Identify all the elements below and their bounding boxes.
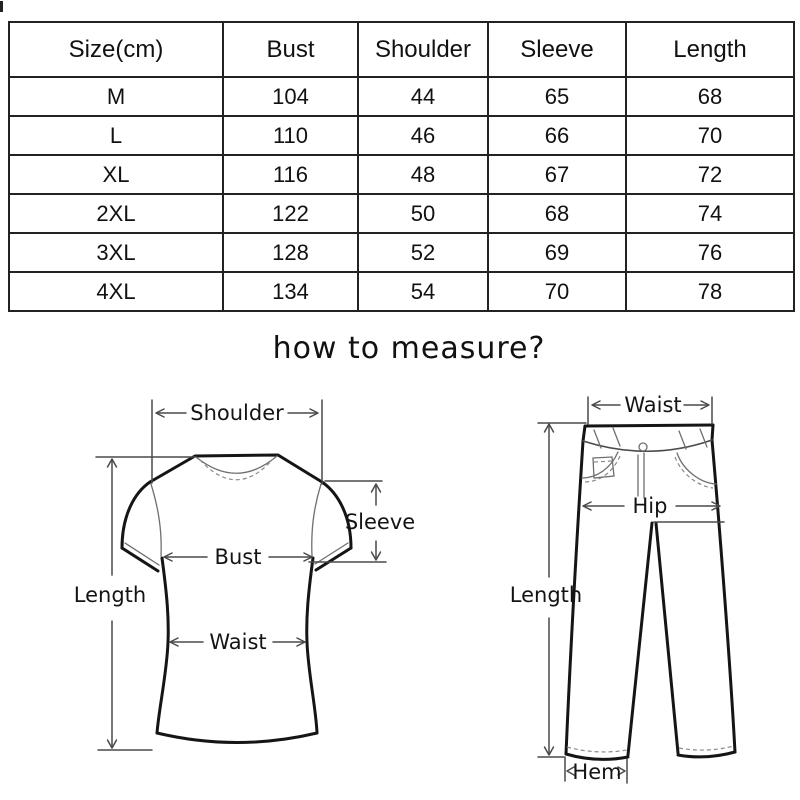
table-row: [9, 233, 794, 272]
pants-length-measure: [510, 423, 586, 757]
size-cell: L: [9, 116, 223, 155]
size-cell: M: [9, 77, 223, 116]
column-header-shoulder: Shoulder: [358, 22, 488, 77]
table-cell: 122: [223, 194, 358, 233]
table-cell: 70: [488, 272, 626, 311]
shirt-sleeve-measure: [309, 481, 415, 562]
shirt-waist-measure: [170, 630, 305, 654]
table-cell: 128: [223, 233, 358, 272]
table-cell: 50: [358, 194, 488, 233]
table-cell: 66: [488, 116, 626, 155]
column-header-sleeve: Sleeve: [488, 22, 626, 77]
size-cell: 4XL: [9, 272, 223, 311]
table-row: [9, 116, 794, 155]
pants-length-label: Length: [509, 583, 583, 607]
table-cell: 78: [626, 272, 794, 311]
tshirt-outline: [122, 455, 351, 743]
pants-hip-measure: [583, 494, 720, 518]
shirt-shoulder-label: Shoulder: [190, 401, 284, 425]
shirt-length-label: Length: [73, 583, 147, 607]
pants-diagram: [510, 393, 735, 784]
table-cell: 104: [223, 77, 358, 116]
pants-hem-label: Hem: [572, 760, 622, 784]
table-cell: 70: [626, 116, 794, 155]
size-cell: 3XL: [9, 233, 223, 272]
table-cell: 134: [223, 272, 358, 311]
table-cell: 48: [358, 155, 488, 194]
size-cell: XL: [9, 155, 223, 194]
table-row: [9, 272, 794, 311]
column-header-bust: Bust: [223, 22, 358, 77]
pants-waist-label: Waist: [624, 393, 682, 417]
table-cell: 69: [488, 233, 626, 272]
table-cell: 44: [358, 77, 488, 116]
table-cell: 76: [626, 233, 794, 272]
shirt-waist-label: Waist: [209, 630, 267, 654]
tshirt-diagram: [74, 400, 415, 750]
table-row: [9, 194, 794, 233]
size-cell: 2XL: [9, 194, 223, 233]
shirt-bust-label: Bust: [214, 545, 262, 569]
table-cell: 116: [223, 155, 358, 194]
table-cell: 67: [488, 155, 626, 194]
scan-artifact-mark: [0, 1, 3, 12]
how-to-measure-title: how to measure?: [272, 331, 546, 366]
pants-waist-measure: [588, 393, 712, 424]
size-chart-table: [8, 21, 795, 312]
table-cell: 110: [223, 116, 358, 155]
column-header-size: Size(cm): [9, 22, 223, 77]
pants-hem-measure: [565, 757, 627, 784]
table-cell: 72: [626, 155, 794, 194]
shirt-bust-measure: [164, 545, 312, 569]
table-cell: 68: [626, 77, 794, 116]
pants-hip-label: Hip: [632, 494, 668, 518]
column-header-length: Length: [626, 22, 794, 77]
table-cell: 54: [358, 272, 488, 311]
table-row: [9, 155, 794, 194]
table-cell: 65: [488, 77, 626, 116]
table-row: [9, 77, 794, 116]
button-icon: [639, 443, 647, 451]
pants-outline: [566, 425, 735, 759]
measure-diagram: [0, 380, 800, 800]
header-row: [9, 22, 794, 77]
table-cell: 74: [626, 194, 794, 233]
shirt-sleeve-label: Sleeve: [344, 510, 416, 534]
table-cell: 46: [358, 116, 488, 155]
shirt-shoulder-measure: [152, 400, 322, 484]
table-cell: 68: [488, 194, 626, 233]
table-cell: 52: [358, 233, 488, 272]
